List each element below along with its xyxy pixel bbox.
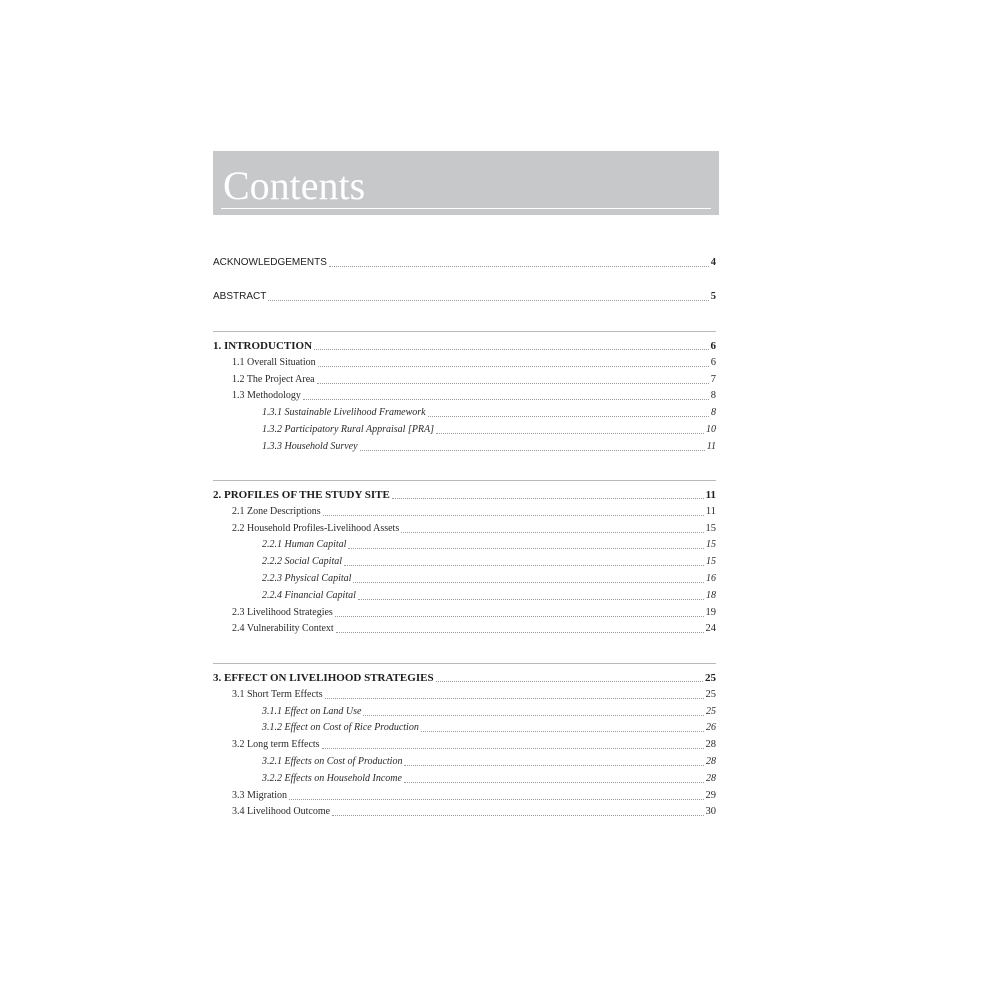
toc-page-number: 8 (711, 407, 716, 418)
toc-page-number: 11 (705, 489, 716, 501)
toc-subsubsection-entry[interactable] (213, 568, 716, 586)
dot-leader (336, 632, 704, 633)
contents-header-band (213, 151, 719, 215)
dot-leader (404, 765, 704, 766)
toc-page-number: 28 (706, 756, 716, 767)
toc-entry-label: 2.4 Vulnerability Context (232, 623, 334, 634)
toc-entry-label: 3. EFFECT ON LIVELIHOOD STRATEGIES (213, 672, 434, 684)
toc-page-number: 28 (706, 773, 716, 784)
toc-page-number: 16 (706, 573, 716, 584)
dot-leader (401, 532, 703, 533)
dot-leader (348, 548, 704, 549)
toc-subsubsection-entry[interactable] (213, 436, 716, 454)
toc-entry-label: 2.2.4 Financial Capital (262, 590, 356, 601)
toc-page-number: 25 (705, 689, 716, 700)
dot-leader (318, 366, 709, 367)
header-rule (221, 208, 711, 209)
toc-entry-label: ABSTRACT (213, 291, 267, 302)
section-rule (213, 480, 716, 481)
toc-entry-label: 2.2.3 Physical Capital (262, 573, 352, 584)
dot-leader (303, 399, 709, 400)
toc-entry-label: 2.3 Livelihood Strategies (232, 607, 333, 618)
toc-page-number: 4 (710, 257, 716, 268)
toc-front-matter-entry[interactable] (213, 252, 716, 270)
toc-entry-label: 3.1 Short Term Effects (232, 689, 323, 700)
toc-entry-label: 3.1.1 Effect on Land Use (262, 706, 362, 717)
toc-entry-label: 1.3.1 Sustainable Livelihood Framework (262, 407, 426, 418)
toc-subsection-entry[interactable] (213, 684, 716, 702)
toc-page-number: 15 (706, 556, 716, 567)
toc-entry-label: 3.2.2 Effects on Household Income (262, 773, 402, 784)
toc-subsection-entry[interactable] (213, 352, 716, 370)
toc-entry-label: 1.3.2 Participatory Rural Appraisal [PRA] (262, 424, 435, 435)
dot-leader (363, 715, 704, 716)
dot-leader (314, 349, 708, 350)
toc-section-heading[interactable] (213, 484, 716, 502)
toc-subsubsection-entry[interactable] (213, 419, 716, 437)
toc-subsection-entry[interactable] (213, 618, 716, 636)
toc-entry-label: 3.4 Livelihood Outcome (232, 806, 331, 817)
toc-entry-label: 3.2.1 Effects on Cost of Production (262, 756, 403, 767)
toc-entry-label: ACKNOWLEDGEMENTS (213, 257, 327, 268)
toc-page-number: 6 (710, 340, 716, 352)
toc-page-number: 5 (710, 291, 716, 302)
section-rule (213, 663, 716, 664)
toc-subsubsection-entry[interactable] (213, 717, 716, 735)
toc-page-number: 28 (705, 739, 716, 750)
toc-entry-label: 1.3 Methodology (232, 390, 301, 401)
toc-page-number: 25 (705, 672, 716, 684)
dot-leader (428, 416, 709, 417)
dot-leader (436, 433, 704, 434)
toc-entry-label: 1.1 Overall Situation (232, 357, 316, 368)
dot-leader (289, 799, 704, 800)
dot-leader (329, 266, 709, 267)
toc-entry-label: 3.3 Migration (232, 790, 287, 801)
dot-leader (323, 515, 704, 516)
dot-leader (436, 681, 703, 682)
dot-leader (322, 748, 704, 749)
toc-page-number: 8 (710, 390, 716, 401)
toc-page-number: 26 (706, 722, 716, 733)
toc-subsubsection-entry[interactable] (213, 768, 716, 786)
toc-page-number: 24 (705, 623, 716, 634)
toc-entry-label: 3.1.2 Effect on Cost of Rice Production (262, 722, 419, 733)
toc-subsubsection-entry[interactable] (213, 534, 716, 552)
toc-entry-label: 2.1 Zone Descriptions (232, 506, 321, 517)
toc-section-heading[interactable] (213, 335, 716, 353)
toc-page-number: 30 (705, 806, 716, 817)
toc-front-matter-entry[interactable] (213, 286, 716, 304)
toc-subsection-entry[interactable] (213, 734, 716, 752)
dot-leader (392, 498, 704, 499)
toc-entry-label: 2.2.1 Human Capital (262, 539, 347, 550)
toc-subsubsection-entry[interactable] (213, 551, 716, 569)
toc-page-number: 11 (705, 506, 716, 517)
toc-page-number: 11 (706, 441, 716, 452)
toc-page-number: 29 (705, 790, 716, 801)
toc-page-number: 19 (705, 607, 716, 618)
toc-page-number: 15 (706, 539, 716, 550)
dot-leader (317, 383, 709, 384)
toc-section-heading[interactable] (213, 667, 716, 685)
dot-leader (358, 599, 704, 600)
toc-entry-label: 1.2 The Project Area (232, 374, 315, 385)
toc-entry-label: 2.2.2 Social Capital (262, 556, 342, 567)
toc-subsubsection-entry[interactable] (213, 402, 716, 420)
toc-page-number: 25 (706, 706, 716, 717)
toc-entry-label: 1. INTRODUCTION (213, 340, 313, 352)
toc-page-number: 7 (710, 374, 716, 385)
toc-subsection-entry[interactable] (213, 501, 716, 519)
dot-leader (325, 698, 704, 699)
dot-leader (332, 815, 703, 816)
toc-subsection-entry[interactable] (213, 385, 716, 403)
dot-leader (360, 450, 705, 451)
toc-page-number: 18 (706, 590, 716, 601)
toc-subsubsection-entry[interactable] (213, 751, 716, 769)
section-rule (213, 331, 716, 332)
page-title: Contents (223, 163, 366, 208)
dot-leader (404, 782, 704, 783)
toc-entry-label: 1.3.3 Household Survey (262, 441, 358, 452)
dot-leader (421, 731, 704, 732)
dot-leader (353, 582, 704, 583)
dot-leader (268, 300, 708, 301)
toc-entry-label: 2. PROFILES OF THE STUDY SITE (213, 489, 390, 501)
toc-page-number: 10 (706, 424, 716, 435)
toc-page-number: 6 (710, 357, 716, 368)
dot-leader (335, 616, 704, 617)
toc-entry-label: 2.2 Household Profiles-Livelihood Assets (232, 523, 400, 534)
toc-entry-label: 3.2 Long term Effects (232, 739, 320, 750)
dot-leader (344, 565, 704, 566)
toc-page-number: 15 (705, 523, 716, 534)
toc-subsection-entry[interactable] (213, 801, 716, 819)
toc-subsubsection-entry[interactable] (213, 585, 716, 603)
